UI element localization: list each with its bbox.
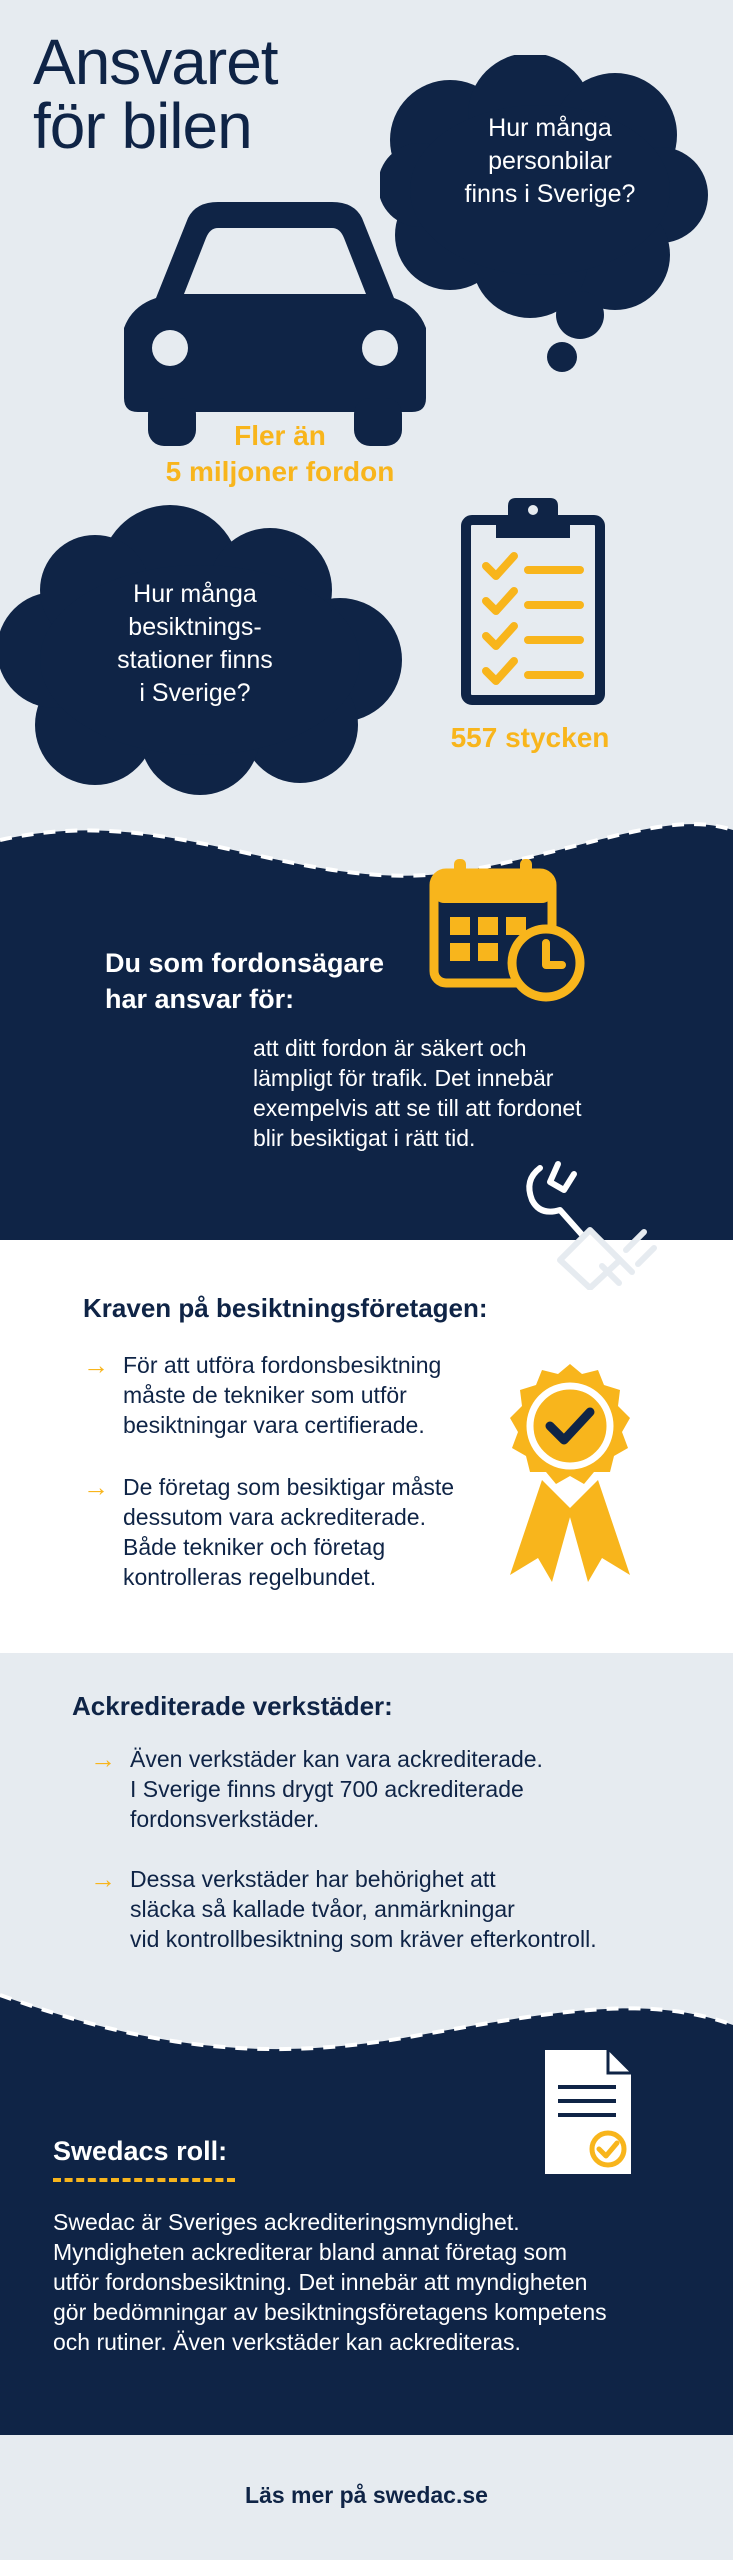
car-icon <box>118 198 432 448</box>
requirements-bullet-1: → För att utföra fordonsbesiktning måste de tekniker som utför besiktningar vara certifierade. <box>83 1350 442 1438</box>
arrow-right-icon: → <box>90 1744 116 1774</box>
swedac-text: Swedac är Sveriges ackrediteringsmyndighet. Myndigheten ackrediterar bland annat företag som utför fordonsbesiktning. Det innebär att myndigheten gör bedömningar av besiktningsföretagens kompetens och rutiner. Även verkstäder kan ackrediteras. <box>53 2209 607 2355</box>
arrow-right-icon: → <box>90 1864 116 1894</box>
read-more-link[interactable]: Läs mer på swedac.se <box>245 2482 488 2508</box>
answer-car-count: Fler än 5 miljoner fordon <box>165 420 395 487</box>
wrench-plug-icon <box>520 1160 660 1290</box>
document-check-icon <box>538 2045 638 2180</box>
workshops-bullet-1: → Även verkstäder kan vara ackrediterade. I Sverige finns drygt 700 ackrediterade fordonsverkstäder. <box>90 1744 543 1832</box>
requirements-heading: Kraven på besiktningsföretagen: <box>83 1293 488 1323</box>
arrow-right-icon: → <box>83 1472 109 1502</box>
calendar-clock-icon <box>428 855 588 1005</box>
workshops-heading: Ackrediterade verkstäder: <box>72 1691 393 1721</box>
requirements-bullet-2: → De företag som besiktigar måste dessutom vara ackrediterade. Både tekniker och företag kontrolleras regelbundet. <box>83 1472 455 1590</box>
page-title: Ansvaret för bilen <box>33 26 278 162</box>
arrow-right-icon: → <box>83 1350 109 1380</box>
swedac-heading-underline <box>53 2178 235 2182</box>
award-badge-icon <box>500 1360 640 1585</box>
question-station-count: Hur många besiktnings- stationer finns i Sverige? <box>117 580 273 707</box>
swedac-heading: Swedacs roll: <box>53 2136 228 2166</box>
question-car-count: Hur många personbilar finns i Sverige? <box>464 114 636 208</box>
clipboard-icon <box>458 496 608 706</box>
workshops-bullet-2: → Dessa verkstäder har behörighet att släcka så kallade tvåor, anmärkningar vid kontrollbesiktning som kräver efterkontroll. <box>90 1864 597 1952</box>
owner-text: att ditt fordon är säkert och lämpligt för trafik. Det innebär exempelvis att se till att fordonet blir besiktigat i rätt tid. <box>253 1035 582 1151</box>
owner-heading: Du som fordonsägare har ansvar för: <box>105 948 385 1014</box>
answer-station-count: 557 stycken <box>450 722 610 753</box>
